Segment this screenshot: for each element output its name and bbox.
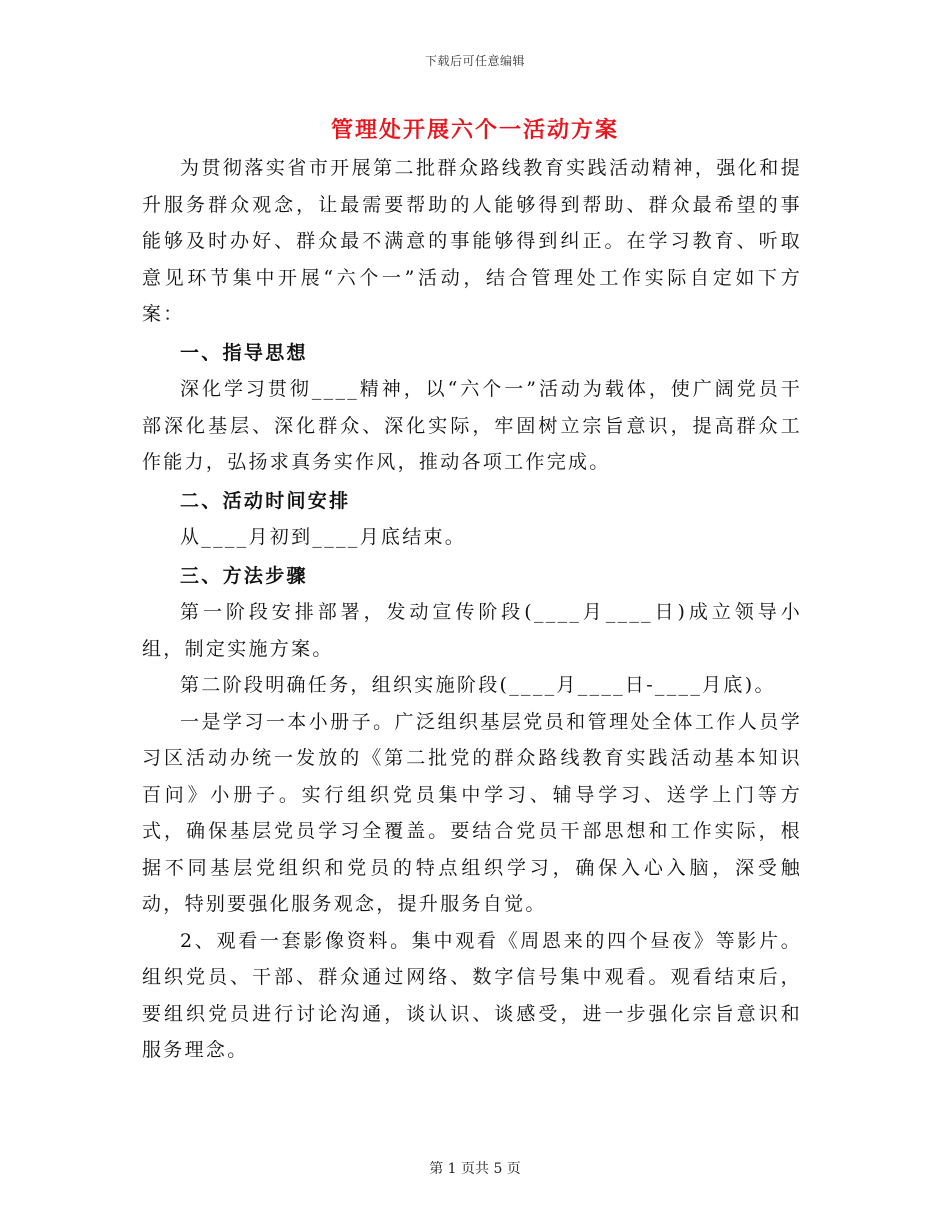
video-viewing-paragraph: 2、观看一套影像资料。集中观看《周恩来的四个昼夜》等影片。组织党员、干部、群众通过网络、数字信号集中观看。观看结束后，要组织党员进行讨论沟通，谈认识、谈感受，进一步强化宗旨意识和服务理念。 <box>142 929 802 1061</box>
intro-paragraph: 为贯彻落实省市开展第二批群众路线教育实践活动精神，强化和提升服务群众观念，让最需要帮助的人能够得到帮助、群众最希望的事能够及时办好、群众最不满意的事能够得到纠正。在学习教育、听取意见环节集中开展“六个一”活动，结合管理处工作实际自定如下方案： <box>142 157 802 325</box>
schedule-paragraph: 从____月初到____月底结束。 <box>180 526 467 548</box>
header-note: 下载后可任意编辑 <box>424 54 525 68</box>
document-title: 管理处开展六个一活动方案 <box>330 117 619 143</box>
section-heading-schedule: 二、活动时间安排 <box>180 489 351 512</box>
phase-one-paragraph: 第一阶段安排部署，发动宣传阶段(____月____日)成立领导小组，制定实施方案。 <box>142 601 802 660</box>
section-heading-guiding-ideology: 一、指导思想 <box>180 341 308 364</box>
section-heading-methods: 三、方法步骤 <box>180 564 308 587</box>
guiding-ideology-paragraph: 深化学习贯彻____精神，以“六个一”活动为载体，使广阔党员干部深化基层、深化群众、深化实际，牢固树立宗旨意识，提高群众工作能力，弘扬求真务实作风，推动各项工作完成。 <box>142 378 802 473</box>
page-footer: 第 1 页共 5 页 <box>429 1161 521 1177</box>
document-body <box>142 150 802 1069</box>
booklet-study-paragraph: 一是学习一本小册子。广泛组织基层党员和管理处全体工作人员学习区活动办统一发放的《第二批党的群众路线教育实践活动基本知识百问》小册子。实行组织党员集中学习、辅导学习、送学上门等方式，确保基层党员学习全覆盖。要结合党员干部思想和工作实际，根据不同基层党组织和党员的特点组织学习，确保入心入脑，深受触动，特别要强化服务观念，提升服务自觉。 <box>142 710 802 915</box>
phase-two-paragraph: 第二阶段明确任务，组织实施阶段(____月____日-____月底)。 <box>180 674 776 696</box>
